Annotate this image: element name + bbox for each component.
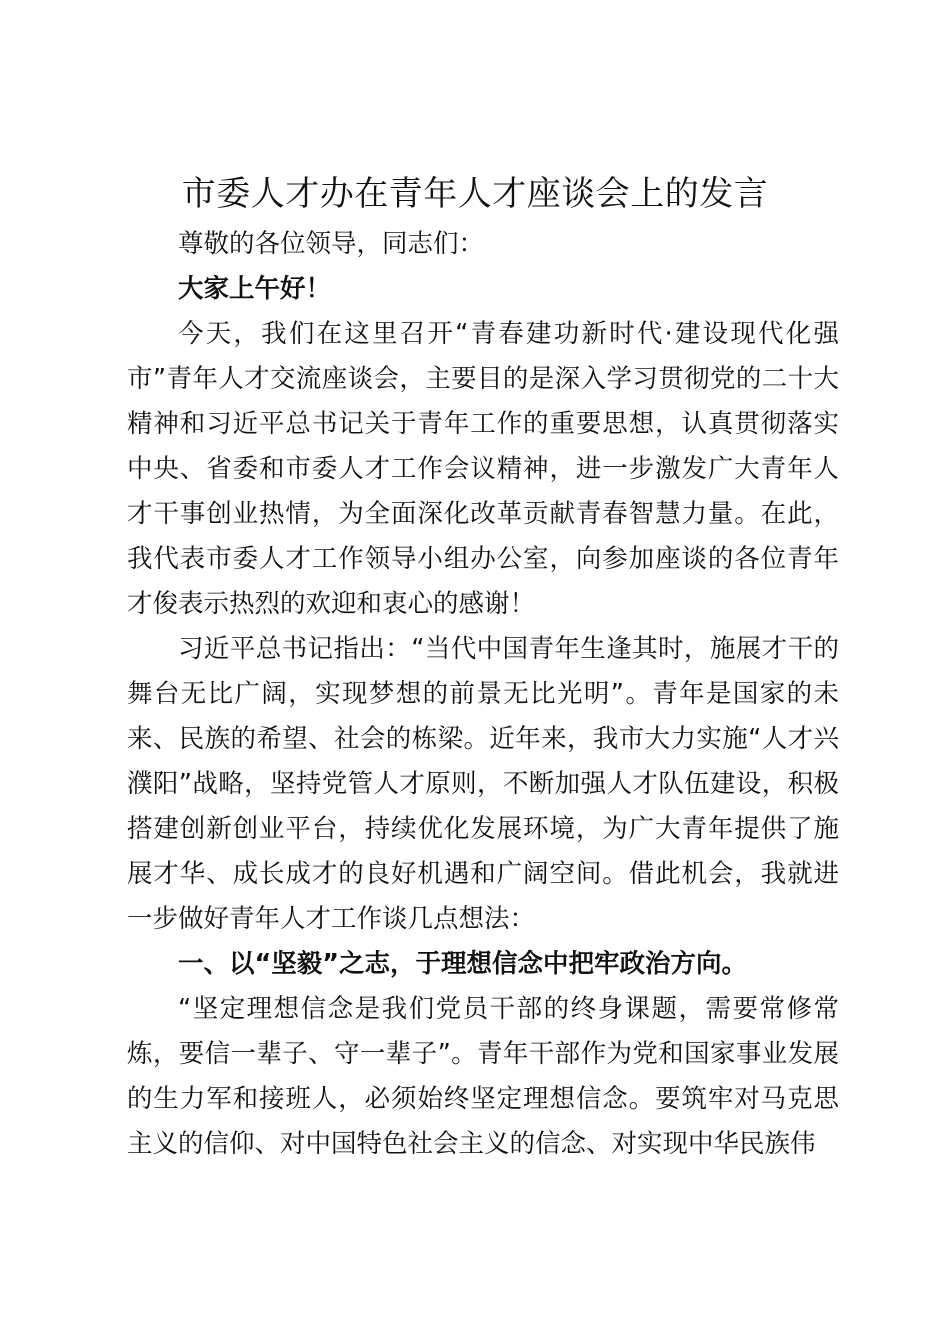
salutation: 尊敬的各位领导，同志们：: [178, 229, 485, 259]
section-heading-1: 一、以“坚毅”之志，于理想信念中把牢政治方向。: [178, 949, 748, 979]
paragraph-section-1: “坚定理想信念是我们党员干部的终身课题，需要常修常炼，要信一辈子、守一辈子”。青年干部作为党和国家事业发展的生力军和接班人，必须始终坚定理想信念。要筑牢对马克思主义的信仰、对中国特色社会主义的信念、对实现中华民族伟: [127, 994, 839, 1159]
document-body: [127, 222, 839, 1167]
paragraph-opening: 今天，我们在这里召开“青春建功新时代·建设现代化强市”青年人才交流座谈会，主要目的是深入学习贯彻党的二十大精神和习近平总书记关于青年工作的重要思想，认真贯彻落实中央、省委和市委人才工作会议精神，进一步激发广大青年人才干事创业热情，为全面深化改革贡献青春智慧力量。在此，我代表市委人才工作领导小组办公室，向参加座谈的各位青年才俊表示热烈的欢迎和衷心的感谢！: [127, 319, 839, 619]
paragraph-background: 习近平总书记指出：“当代中国青年生逢其时，施展才干的舞台无比广阔，实现梦想的前景无比光明”。青年是国家的未来、民族的希望、社会的栋梁。近年来，我市大力实施“人才兴濮阳”战略，坚持党管人才原则，不断加强人才队伍建设，积极搭建创新创业平台，持续优化发展环境，为广大青年提供了施展才华、成长成才的良好机遇和广阔空间。借此机会，我就进一步做好青年人才工作谈几点想法：: [127, 634, 839, 934]
greeting: 大家上午好！: [178, 274, 332, 304]
document-title: 市委人才办在青年人才座谈会上的发言: [181, 174, 769, 214]
